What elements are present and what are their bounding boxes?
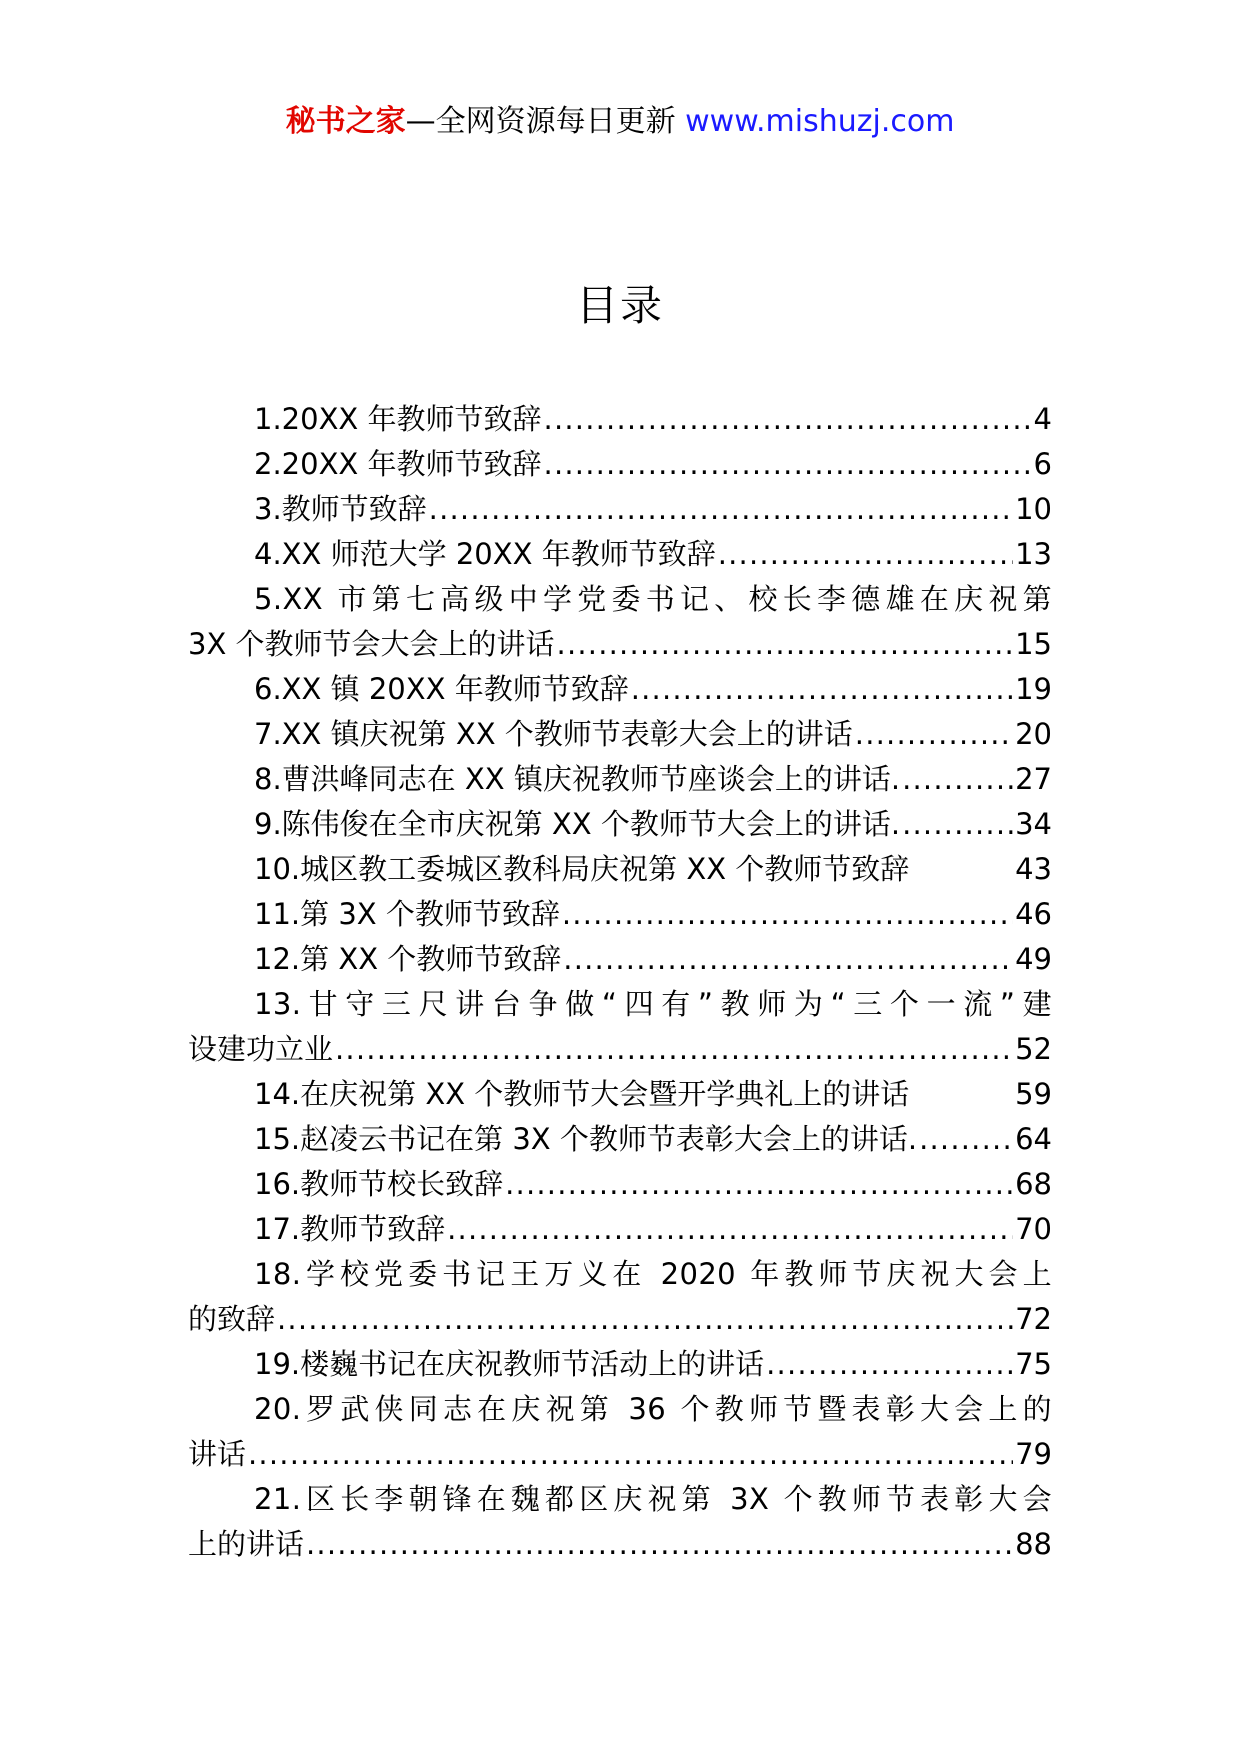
toc-entry-line bbox=[188, 487, 1052, 532]
dot-leader bbox=[902, 757, 1013, 802]
toc-page-number: 34 bbox=[1015, 807, 1052, 841]
toc-entry-line bbox=[188, 757, 1052, 802]
toc-entry-line bbox=[188, 1117, 1052, 1162]
dot-leader bbox=[429, 487, 1013, 532]
toc-entry[interactable] bbox=[188, 487, 1052, 532]
toc-entry-title: 1.20XX 年教师节致辞 bbox=[254, 402, 542, 436]
toc-page-number: 46 bbox=[1015, 897, 1052, 931]
toc-entry-title: 7.XX 镇庆祝第 XX 个教师节表彰大会上的讲话 bbox=[254, 717, 853, 751]
dot-leader bbox=[718, 532, 1013, 577]
toc-entry[interactable] bbox=[188, 577, 1052, 667]
toc-entry-title: 讲话 bbox=[188, 1437, 247, 1471]
toc-page-number: 59 bbox=[1015, 1077, 1052, 1111]
toc-entry-title: 8.曹洪峰同志在 XX 镇庆祝教师节座谈会上的讲话. bbox=[254, 762, 901, 796]
toc-entry-line bbox=[188, 982, 1052, 1027]
toc-entry-line bbox=[188, 1432, 1052, 1477]
toc-entry-title: 3X 个教师节会大会上的讲话 bbox=[188, 627, 555, 661]
dot-leader bbox=[505, 1162, 1013, 1207]
toc-entry-title: 10.城区教工委城区教科局庆祝第 XX 个教师节致辞 bbox=[254, 852, 910, 886]
dot-leader bbox=[902, 802, 1013, 847]
toc-page-number: 6 bbox=[1033, 447, 1052, 481]
toc-entry[interactable] bbox=[188, 1072, 1052, 1117]
dot-leader bbox=[557, 622, 1014, 667]
toc-entry-line bbox=[188, 937, 1052, 982]
toc-entry[interactable] bbox=[188, 442, 1052, 487]
toc-entry[interactable] bbox=[188, 712, 1052, 757]
toc-entry[interactable] bbox=[188, 1477, 1052, 1567]
toc-entry-line bbox=[188, 1162, 1052, 1207]
dot-leader bbox=[306, 1522, 1013, 1567]
toc-entry-line bbox=[188, 1072, 1052, 1117]
dot-leader bbox=[335, 1027, 1013, 1072]
toc-entry-line bbox=[188, 1297, 1052, 1342]
toc-entry-title: 5.XX 市第七高级中学党委书记、校长李德雄在庆祝第 bbox=[254, 582, 1052, 616]
table-of-contents bbox=[188, 397, 1052, 1567]
dot-leader bbox=[248, 1432, 1013, 1477]
toc-page-number: 49 bbox=[1015, 942, 1052, 976]
toc-entry-line bbox=[188, 1387, 1052, 1432]
toc-entry[interactable] bbox=[188, 1207, 1052, 1252]
dot-leader bbox=[544, 397, 1032, 442]
toc-title: 目录 bbox=[575, 281, 664, 330]
toc-entry-line bbox=[188, 892, 1052, 937]
toc-entry-line bbox=[188, 532, 1052, 577]
dot-leader bbox=[766, 1342, 1013, 1387]
dot-leader bbox=[563, 937, 1013, 982]
toc-page-number: 15 bbox=[1015, 627, 1052, 661]
toc-entry-title: 上的讲话 bbox=[188, 1527, 305, 1561]
site-header bbox=[0, 102, 1240, 142]
toc-entry[interactable] bbox=[188, 937, 1052, 982]
toc-entry-title: 9.陈伟俊在全市庆祝第 XX 个教师节大会上的讲话. bbox=[254, 807, 901, 841]
toc-page-number: 19 bbox=[1015, 672, 1052, 706]
toc-page-number: 20 bbox=[1015, 717, 1052, 751]
dot-leader bbox=[562, 892, 1013, 937]
toc-entry-title: 2.20XX 年教师节致辞 bbox=[254, 447, 542, 481]
toc-page-number: 10 bbox=[1015, 492, 1052, 526]
toc-entry-line bbox=[188, 1522, 1052, 1567]
toc-entry-line bbox=[188, 847, 1052, 892]
dot-leader bbox=[919, 1117, 1013, 1162]
toc-entry[interactable] bbox=[188, 847, 1052, 892]
toc-entry-title: 15.赵凌云书记在第 3X 个教师节表彰大会上的讲话. bbox=[254, 1122, 918, 1156]
toc-entry-title: 13.甘守三尺讲台争做“四有”教师为“三个一流”建 bbox=[254, 987, 1052, 1021]
toc-entry-line bbox=[188, 577, 1052, 622]
toc-entry-title: 4.XX 师范大学 20XX 年教师节致辞 bbox=[254, 537, 716, 571]
toc-entry-title: 设建功立业 bbox=[188, 1032, 334, 1066]
toc-entry-title: 20.罗武侠同志在庆祝第 36 个教师节暨表彰大会上的 bbox=[254, 1392, 1052, 1426]
toc-page-number: 88 bbox=[1015, 1527, 1052, 1561]
toc-page-number: 43 bbox=[1015, 852, 1052, 886]
toc-entry-title: 18.学校党委书记王万义在 2020 年教师节庆祝大会上 bbox=[254, 1257, 1052, 1291]
toc-page-number: 75 bbox=[1015, 1347, 1052, 1381]
toc-entry-line bbox=[188, 1027, 1052, 1072]
toc-entry-line bbox=[188, 397, 1052, 442]
site-url-link[interactable]: www.mishuzj.com bbox=[685, 104, 955, 139]
toc-page-number: 70 bbox=[1015, 1212, 1052, 1246]
dot-leader bbox=[855, 712, 1013, 757]
brand-name: 秘书之家 bbox=[285, 104, 406, 139]
toc-entry-title: 6.XX 镇 20XX 年教师节致辞 bbox=[254, 672, 629, 706]
toc-entry-title: 14.在庆祝第 XX 个教师节大会暨开学典礼上的讲话 bbox=[254, 1077, 910, 1111]
toc-page-number: 27 bbox=[1015, 762, 1052, 796]
toc-entry-line bbox=[188, 622, 1052, 667]
toc-entry[interactable] bbox=[188, 982, 1052, 1072]
toc-page-number: 72 bbox=[1015, 1302, 1052, 1336]
toc-entry[interactable] bbox=[188, 1387, 1052, 1477]
toc-entry-line bbox=[188, 1342, 1052, 1387]
toc-entry-title: 21.区长李朝锋在魏都区庆祝第 3X 个教师节表彰大会 bbox=[254, 1482, 1052, 1516]
toc-page-number: 52 bbox=[1015, 1032, 1052, 1066]
toc-page-number: 79 bbox=[1015, 1437, 1052, 1471]
toc-page-number: 64 bbox=[1015, 1122, 1052, 1156]
toc-entry-title: 3.教师节致辞 bbox=[254, 492, 427, 526]
toc-entry[interactable] bbox=[188, 1162, 1052, 1207]
dot-leader bbox=[544, 442, 1032, 487]
toc-entry-title: 11.第 3X 个教师节致辞 bbox=[254, 897, 560, 931]
toc-entry-line bbox=[188, 667, 1052, 712]
toc-entry[interactable] bbox=[188, 802, 1052, 847]
toc-entry-line bbox=[188, 1252, 1052, 1297]
toc-page-number: 4 bbox=[1033, 402, 1052, 436]
toc-entry[interactable] bbox=[188, 757, 1052, 802]
toc-entry[interactable] bbox=[188, 1117, 1052, 1162]
toc-entry[interactable] bbox=[188, 892, 1052, 937]
toc-entry[interactable] bbox=[188, 667, 1052, 712]
dot-leader bbox=[631, 667, 1013, 712]
dot-leader bbox=[277, 1297, 1013, 1342]
toc-entry-line bbox=[188, 1477, 1052, 1522]
toc-entry[interactable] bbox=[188, 397, 1052, 442]
toc-entry-title: 12.第 XX 个教师节致辞 bbox=[254, 942, 562, 976]
toc-entry-title: 的致辞 bbox=[188, 1302, 276, 1336]
toc-entry-line bbox=[188, 802, 1052, 847]
toc-entry-title: 17.教师节致辞 bbox=[254, 1212, 446, 1246]
toc-entry-line bbox=[188, 712, 1052, 757]
toc-entry[interactable] bbox=[188, 532, 1052, 577]
header-tagline: —全网资源每日更新 bbox=[405, 104, 676, 139]
toc-page-number: 13 bbox=[1015, 537, 1052, 571]
dot-leader bbox=[447, 1207, 1013, 1252]
toc-entry-line bbox=[188, 1207, 1052, 1252]
toc-page-number: 68 bbox=[1015, 1167, 1052, 1201]
toc-entry[interactable] bbox=[188, 1252, 1052, 1342]
toc-entry-line bbox=[188, 442, 1052, 487]
toc-entry-title: 19.楼巍书记在庆祝教师节活动上的讲话 bbox=[254, 1347, 765, 1381]
toc-entry[interactable] bbox=[188, 1342, 1052, 1387]
toc-entry-title: 16.教师节校长致辞 bbox=[254, 1167, 504, 1201]
